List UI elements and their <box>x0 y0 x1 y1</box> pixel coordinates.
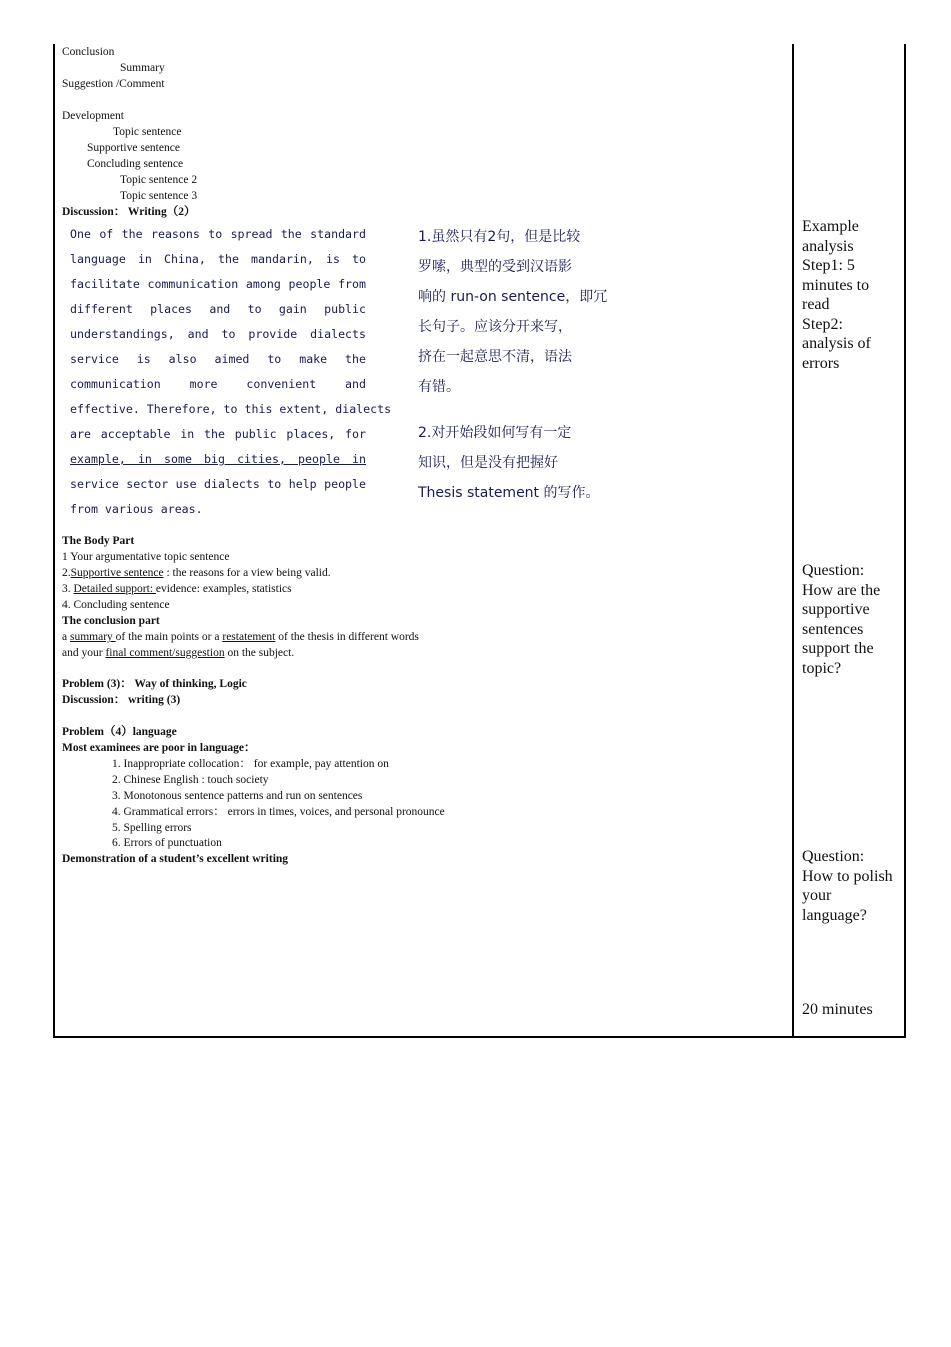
note-line: 长句子。应该分开来写， <box>418 319 572 335</box>
side-line: analysis of <box>802 335 871 352</box>
list-item: 6. Errors of punctuation <box>112 837 222 849</box>
problem-4-subtitle: Most examinees are poor in language： <box>62 742 256 754</box>
side-time <box>802 1000 902 1020</box>
sample-line: language in China, the mandarin, is to <box>70 252 366 266</box>
sample-line: service sector use dialects to help people <box>70 477 366 491</box>
sample-line: different places and to gain public <box>70 302 366 316</box>
conclusion-part-title: The conclusion part <box>62 615 160 627</box>
side-line: topic? <box>802 659 842 677</box>
restatement-term: restatement <box>222 631 276 643</box>
text: of the thesis in different words <box>275 631 419 643</box>
summary-term: summary <box>69 631 116 643</box>
outline-summary: Summary <box>120 62 165 74</box>
sample-line: facilitate communication among people from <box>70 277 366 291</box>
discussion-writing-3: Discussion： writing (3) <box>62 694 181 706</box>
side-question-1 <box>802 561 902 678</box>
list-item: 3. Monotonous sentence patterns and run on sentences <box>112 790 363 802</box>
supportive-sentence-term: Supportive sentence <box>70 567 164 579</box>
text: on the subject. <box>224 647 295 659</box>
final-comment-term: final comment/suggestion <box>105 647 225 659</box>
side-line: errors <box>802 354 840 372</box>
side-line: How are the <box>802 581 881 599</box>
side-line: 20 minutes <box>802 1001 873 1018</box>
note-line: 有错。 <box>418 379 460 395</box>
side-line: Example <box>802 218 859 235</box>
problem-3-title: Problem (3)： Way of thinking, Logic <box>62 678 247 690</box>
side-line: Step1: 5 <box>802 257 855 274</box>
list-item: 5. Spelling errors <box>112 822 192 834</box>
note-line: Thesis statement 的写作。 <box>418 485 600 501</box>
line-text: : the reasons for a view being valid. <box>163 567 331 579</box>
note-line: 2.对开始段如何写有一定 <box>418 425 572 441</box>
line-text: evidence: examples, statistics <box>155 583 292 595</box>
side-question-2 <box>802 847 902 925</box>
sample-line: from various areas. <box>70 502 203 516</box>
text: of the main points or a <box>115 631 223 643</box>
error-note-2 <box>418 418 600 508</box>
sample-line: example, in some big cities, people in <box>70 452 366 466</box>
outline-supportive: Supportive sentence <box>87 142 180 154</box>
conclusion-line-1 <box>62 629 419 645</box>
error-note-1 <box>418 222 607 402</box>
text: a <box>62 631 70 643</box>
side-line: sentences <box>802 620 864 638</box>
side-line: minutes to <box>802 276 870 294</box>
list-item: 4. Grammatical errors： errors in times, voices, and personal pronounce <box>112 806 445 818</box>
body-part-title: The Body Part <box>62 535 135 547</box>
text: and your <box>62 647 106 659</box>
note-line: 响的 run-on sentence，即冗 <box>418 289 608 305</box>
sample-line: One of the reasons to spread the standard <box>70 227 366 241</box>
side-line: supportive <box>802 601 870 618</box>
side-line: analysis <box>802 237 854 255</box>
side-example-analysis <box>802 217 902 373</box>
detailed-support-term: Detailed support: <box>73 583 156 595</box>
side-line: read <box>802 296 830 313</box>
sample-line: service is also aimed to make the <box>70 352 366 366</box>
outline-topic-3: Topic sentence 3 <box>120 190 198 202</box>
side-line: Step2: <box>802 315 843 333</box>
side-line: support the <box>802 640 874 657</box>
line-number: 3. <box>62 583 74 595</box>
side-line: Question: <box>802 848 865 865</box>
note-line: 1.虽然只有2句，但是比较 <box>418 229 581 245</box>
sample-paragraph <box>70 222 392 522</box>
note-line: 罗嗦，典型的受到汉语影 <box>418 259 572 275</box>
side-line: language? <box>802 906 867 924</box>
outline-conclusion: Conclusion <box>62 46 115 58</box>
sample-line: are acceptable in the public places, for <box>70 427 366 441</box>
discussion-writing-2: Discussion： Writing（2） <box>62 206 196 218</box>
body-part-line-4: 4. Concluding sentence <box>62 599 170 611</box>
sample-line: effective. Therefore, to this extent, dialects <box>70 402 392 416</box>
side-line: Question: <box>802 562 865 579</box>
outline-concluding: Concluding sentence <box>87 158 184 170</box>
side-line: How to polish <box>802 867 893 885</box>
body-part-line-3 <box>62 581 292 597</box>
problem-4-title: Problem（4）language <box>62 726 177 738</box>
list-item: 2. Chinese English : touch society <box>112 774 269 786</box>
sample-line: understandings, and to provide dialects <box>70 327 366 341</box>
note-line: 挤在一起意思不清，语法 <box>418 349 572 365</box>
sample-writing-image <box>62 222 634 522</box>
list-item: 1. Inappropriate collocation： for example, pay attention on <box>112 758 389 770</box>
sample-line: communication more convenient and <box>70 377 366 391</box>
demonstration-line: Demonstration of a student’s excellent writing <box>62 853 289 865</box>
outline-suggestion: Suggestion /Comment <box>62 78 165 90</box>
body-part-line-1: 1 Your argumentative topic sentence <box>62 551 230 563</box>
conclusion-line-2 <box>62 645 294 661</box>
outline-topic-2: Topic sentence 2 <box>120 174 198 186</box>
outline-development: Development <box>62 110 124 122</box>
outline-topic: Topic sentence <box>113 126 182 138</box>
body-part-line-2 <box>62 565 331 581</box>
line-number: 2. <box>62 567 71 579</box>
side-line: your <box>802 887 832 904</box>
note-line: 知识，但是没有把握好 <box>418 455 558 471</box>
column-divider <box>792 44 794 1038</box>
